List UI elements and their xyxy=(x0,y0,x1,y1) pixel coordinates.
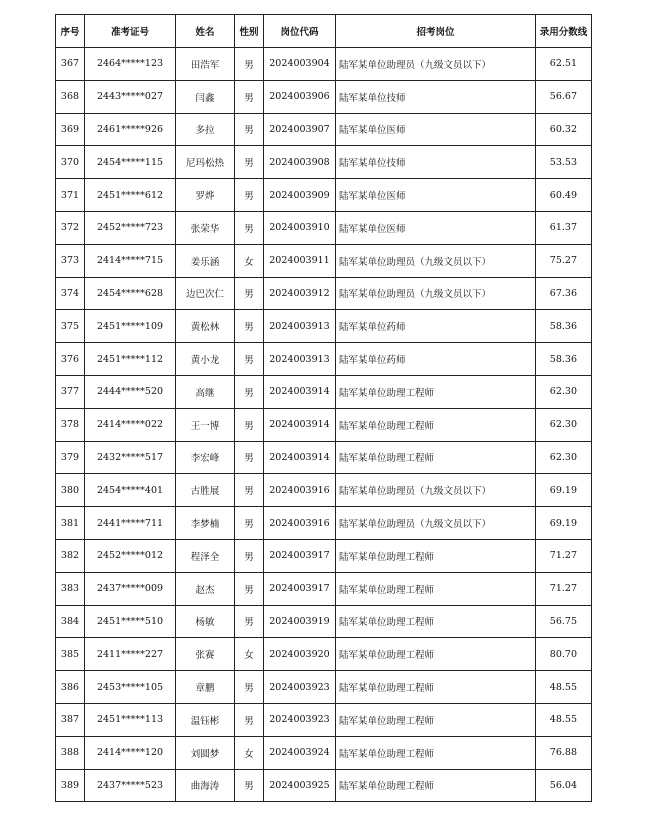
cell-score: 80.70 xyxy=(536,638,592,671)
cell-no: 382 xyxy=(56,539,85,572)
cell-exam-id: 2454*****401 xyxy=(85,474,176,507)
cell-post-code: 2024003920 xyxy=(264,638,336,671)
cell-score: 60.32 xyxy=(536,113,592,146)
cell-post: 陆军某单位医师 xyxy=(336,179,536,212)
cell-score: 56.67 xyxy=(536,80,592,113)
cell-no: 387 xyxy=(56,703,85,736)
cell-score: 62.51 xyxy=(536,48,592,81)
table-row xyxy=(56,310,592,343)
cell-exam-id: 2452*****723 xyxy=(85,211,176,244)
cell-name: 黄松林 xyxy=(176,310,235,343)
cell-no: 376 xyxy=(56,343,85,376)
cell-sex: 男 xyxy=(235,605,264,638)
cell-exam-id: 2437*****523 xyxy=(85,769,176,802)
cell-score: 58.36 xyxy=(536,343,592,376)
cell-no: 373 xyxy=(56,244,85,277)
cell-score: 48.55 xyxy=(536,671,592,704)
cell-sex: 男 xyxy=(235,441,264,474)
cell-name: 闫鑫 xyxy=(176,80,235,113)
table-row xyxy=(56,736,592,769)
cell-name: 刘圆梦 xyxy=(176,736,235,769)
cell-name: 张荣华 xyxy=(176,211,235,244)
cell-post: 陆军某单位助理工程师 xyxy=(336,441,536,474)
cell-name: 黄小龙 xyxy=(176,343,235,376)
cell-name: 李梦楠 xyxy=(176,507,235,540)
table-row xyxy=(56,343,592,376)
header-row xyxy=(56,15,592,48)
cell-name: 程泽全 xyxy=(176,539,235,572)
cell-name: 王一博 xyxy=(176,408,235,441)
cell-post-code: 2024003914 xyxy=(264,408,336,441)
cell-post: 陆军某单位助理工程师 xyxy=(336,408,536,441)
cell-post-code: 2024003923 xyxy=(264,671,336,704)
cell-exam-id: 2443*****027 xyxy=(85,80,176,113)
cell-score: 48.55 xyxy=(536,703,592,736)
cell-score: 62.30 xyxy=(536,375,592,408)
cell-exam-id: 2432*****517 xyxy=(85,441,176,474)
cell-name: 李宏峰 xyxy=(176,441,235,474)
cell-sex: 男 xyxy=(235,277,264,310)
cell-post: 陆军某单位助理工程师 xyxy=(336,671,536,704)
cell-name: 多拉 xyxy=(176,113,235,146)
table-row xyxy=(56,572,592,605)
cell-score: 69.19 xyxy=(536,474,592,507)
cell-post-code: 2024003914 xyxy=(264,441,336,474)
cell-score: 58.36 xyxy=(536,310,592,343)
cell-exam-id: 2451*****510 xyxy=(85,605,176,638)
cell-post: 陆军某单位助理员（九级文员以下） xyxy=(336,507,536,540)
cell-no: 368 xyxy=(56,80,85,113)
cell-no: 388 xyxy=(56,736,85,769)
cell-name: 赵杰 xyxy=(176,572,235,605)
cell-exam-id: 2452*****012 xyxy=(85,539,176,572)
table-row xyxy=(56,769,592,802)
header-post: 招考岗位 xyxy=(336,15,536,48)
cell-score: 56.75 xyxy=(536,605,592,638)
table-row xyxy=(56,146,592,179)
cell-sex: 男 xyxy=(235,113,264,146)
cell-post: 陆军某单位药师 xyxy=(336,310,536,343)
cell-post-code: 2024003911 xyxy=(264,244,336,277)
header-no: 序号 xyxy=(56,15,85,48)
cell-sex: 男 xyxy=(235,671,264,704)
cell-no: 369 xyxy=(56,113,85,146)
cell-name: 古胜展 xyxy=(176,474,235,507)
header-score: 录用分数线 xyxy=(536,15,592,48)
cell-sex: 女 xyxy=(235,638,264,671)
table-row xyxy=(56,408,592,441)
table-row xyxy=(56,703,592,736)
cell-no: 367 xyxy=(56,48,85,81)
cell-post-code: 2024003913 xyxy=(264,343,336,376)
cell-name: 章鹏 xyxy=(176,671,235,704)
cell-post: 陆军某单位技师 xyxy=(336,146,536,179)
cell-name: 曲海涛 xyxy=(176,769,235,802)
cell-score: 62.30 xyxy=(536,441,592,474)
cell-post: 陆军某单位技师 xyxy=(336,80,536,113)
cell-no: 385 xyxy=(56,638,85,671)
cell-no: 372 xyxy=(56,211,85,244)
cell-sex: 男 xyxy=(235,80,264,113)
table-row xyxy=(56,441,592,474)
table-row xyxy=(56,507,592,540)
cell-post-code: 2024003914 xyxy=(264,375,336,408)
cell-name: 姜乐涵 xyxy=(176,244,235,277)
cell-sex: 女 xyxy=(235,736,264,769)
cell-post-code: 2024003917 xyxy=(264,539,336,572)
cell-score: 69.19 xyxy=(536,507,592,540)
cell-post: 陆军某单位药师 xyxy=(336,343,536,376)
table-row xyxy=(56,80,592,113)
cell-sex: 男 xyxy=(235,769,264,802)
cell-score: 60.49 xyxy=(536,179,592,212)
cell-exam-id: 2451*****612 xyxy=(85,179,176,212)
cell-score: 67.36 xyxy=(536,277,592,310)
cell-sex: 男 xyxy=(235,179,264,212)
cell-post: 陆军某单位助理工程师 xyxy=(336,736,536,769)
cell-no: 378 xyxy=(56,408,85,441)
table-row xyxy=(56,179,592,212)
cell-exam-id: 2414*****120 xyxy=(85,736,176,769)
admission-score-table xyxy=(55,14,592,802)
cell-post-code: 2024003923 xyxy=(264,703,336,736)
cell-score: 75.27 xyxy=(536,244,592,277)
cell-post: 陆军某单位助理员（九级文员以下） xyxy=(336,277,536,310)
cell-post: 陆军某单位助理工程师 xyxy=(336,605,536,638)
cell-sex: 男 xyxy=(235,343,264,376)
cell-post-code: 2024003913 xyxy=(264,310,336,343)
cell-exam-id: 2441*****711 xyxy=(85,507,176,540)
cell-exam-id: 2414*****715 xyxy=(85,244,176,277)
cell-sex: 男 xyxy=(235,310,264,343)
cell-exam-id: 2451*****109 xyxy=(85,310,176,343)
cell-post: 陆军某单位助理工程师 xyxy=(336,638,536,671)
cell-post-code: 2024003916 xyxy=(264,474,336,507)
cell-exam-id: 2411*****227 xyxy=(85,638,176,671)
cell-post: 陆军某单位助理工程师 xyxy=(336,703,536,736)
table-row xyxy=(56,244,592,277)
cell-name: 尼玛松热 xyxy=(176,146,235,179)
cell-post: 陆军某单位助理工程师 xyxy=(336,375,536,408)
cell-post-code: 2024003919 xyxy=(264,605,336,638)
cell-sex: 男 xyxy=(235,507,264,540)
cell-exam-id: 2444*****520 xyxy=(85,375,176,408)
cell-sex: 男 xyxy=(235,375,264,408)
table-row xyxy=(56,638,592,671)
cell-score: 76.88 xyxy=(536,736,592,769)
cell-no: 384 xyxy=(56,605,85,638)
cell-name: 杨敏 xyxy=(176,605,235,638)
header-sex: 性别 xyxy=(235,15,264,48)
cell-exam-id: 2453*****105 xyxy=(85,671,176,704)
table-row xyxy=(56,671,592,704)
cell-name: 田浩军 xyxy=(176,48,235,81)
cell-sex: 男 xyxy=(235,539,264,572)
cell-post: 陆军某单位助理工程师 xyxy=(336,769,536,802)
cell-no: 380 xyxy=(56,474,85,507)
cell-sex: 男 xyxy=(235,572,264,605)
cell-post-code: 2024003908 xyxy=(264,146,336,179)
cell-post: 陆军某单位助理员（九级文员以下） xyxy=(336,474,536,507)
table-row xyxy=(56,375,592,408)
cell-score: 56.04 xyxy=(536,769,592,802)
table-row xyxy=(56,605,592,638)
cell-score: 61.37 xyxy=(536,211,592,244)
table-row xyxy=(56,474,592,507)
header-name: 姓名 xyxy=(176,15,235,48)
cell-post-code: 2024003924 xyxy=(264,736,336,769)
cell-no: 377 xyxy=(56,375,85,408)
cell-post-code: 2024003907 xyxy=(264,113,336,146)
cell-no: 379 xyxy=(56,441,85,474)
cell-name: 边巴次仁 xyxy=(176,277,235,310)
cell-post-code: 2024003912 xyxy=(264,277,336,310)
cell-sex: 男 xyxy=(235,408,264,441)
header-exam-id: 准考证号 xyxy=(85,15,176,48)
cell-sex: 男 xyxy=(235,703,264,736)
cell-post-code: 2024003906 xyxy=(264,80,336,113)
cell-no: 383 xyxy=(56,572,85,605)
cell-post: 陆军某单位医师 xyxy=(336,113,536,146)
cell-exam-id: 2454*****115 xyxy=(85,146,176,179)
cell-name: 张赛 xyxy=(176,638,235,671)
cell-score: 53.53 xyxy=(536,146,592,179)
cell-exam-id: 2461*****926 xyxy=(85,113,176,146)
cell-no: 371 xyxy=(56,179,85,212)
cell-sex: 男 xyxy=(235,48,264,81)
cell-post: 陆军某单位助理工程师 xyxy=(336,572,536,605)
cell-post-code: 2024003910 xyxy=(264,211,336,244)
cell-exam-id: 2451*****113 xyxy=(85,703,176,736)
table-row xyxy=(56,539,592,572)
cell-post-code: 2024003925 xyxy=(264,769,336,802)
cell-post: 陆军某单位助理员（九级文员以下） xyxy=(336,48,536,81)
cell-exam-id: 2464*****123 xyxy=(85,48,176,81)
cell-sex: 女 xyxy=(235,244,264,277)
cell-post-code: 2024003917 xyxy=(264,572,336,605)
cell-score: 71.27 xyxy=(536,539,592,572)
table-row xyxy=(56,48,592,81)
cell-score: 62.30 xyxy=(536,408,592,441)
cell-exam-id: 2437*****009 xyxy=(85,572,176,605)
cell-score: 71.27 xyxy=(536,572,592,605)
cell-no: 370 xyxy=(56,146,85,179)
table-row xyxy=(56,277,592,310)
cell-post-code: 2024003916 xyxy=(264,507,336,540)
cell-exam-id: 2454*****628 xyxy=(85,277,176,310)
cell-post-code: 2024003909 xyxy=(264,179,336,212)
cell-name: 罗烨 xyxy=(176,179,235,212)
cell-no: 389 xyxy=(56,769,85,802)
cell-exam-id: 2414*****022 xyxy=(85,408,176,441)
cell-no: 381 xyxy=(56,507,85,540)
cell-sex: 男 xyxy=(235,474,264,507)
cell-post: 陆军某单位助理工程师 xyxy=(336,539,536,572)
cell-sex: 男 xyxy=(235,211,264,244)
header-post-code: 岗位代码 xyxy=(264,15,336,48)
cell-post: 陆军某单位医师 xyxy=(336,211,536,244)
cell-no: 374 xyxy=(56,277,85,310)
table-row xyxy=(56,211,592,244)
cell-no: 375 xyxy=(56,310,85,343)
cell-name: 温钰彬 xyxy=(176,703,235,736)
cell-post-code: 2024003904 xyxy=(264,48,336,81)
cell-no: 386 xyxy=(56,671,85,704)
cell-exam-id: 2451*****112 xyxy=(85,343,176,376)
cell-sex: 男 xyxy=(235,146,264,179)
cell-post: 陆军某单位助理员（九级文员以下） xyxy=(336,244,536,277)
cell-name: 高继 xyxy=(176,375,235,408)
table-row xyxy=(56,113,592,146)
